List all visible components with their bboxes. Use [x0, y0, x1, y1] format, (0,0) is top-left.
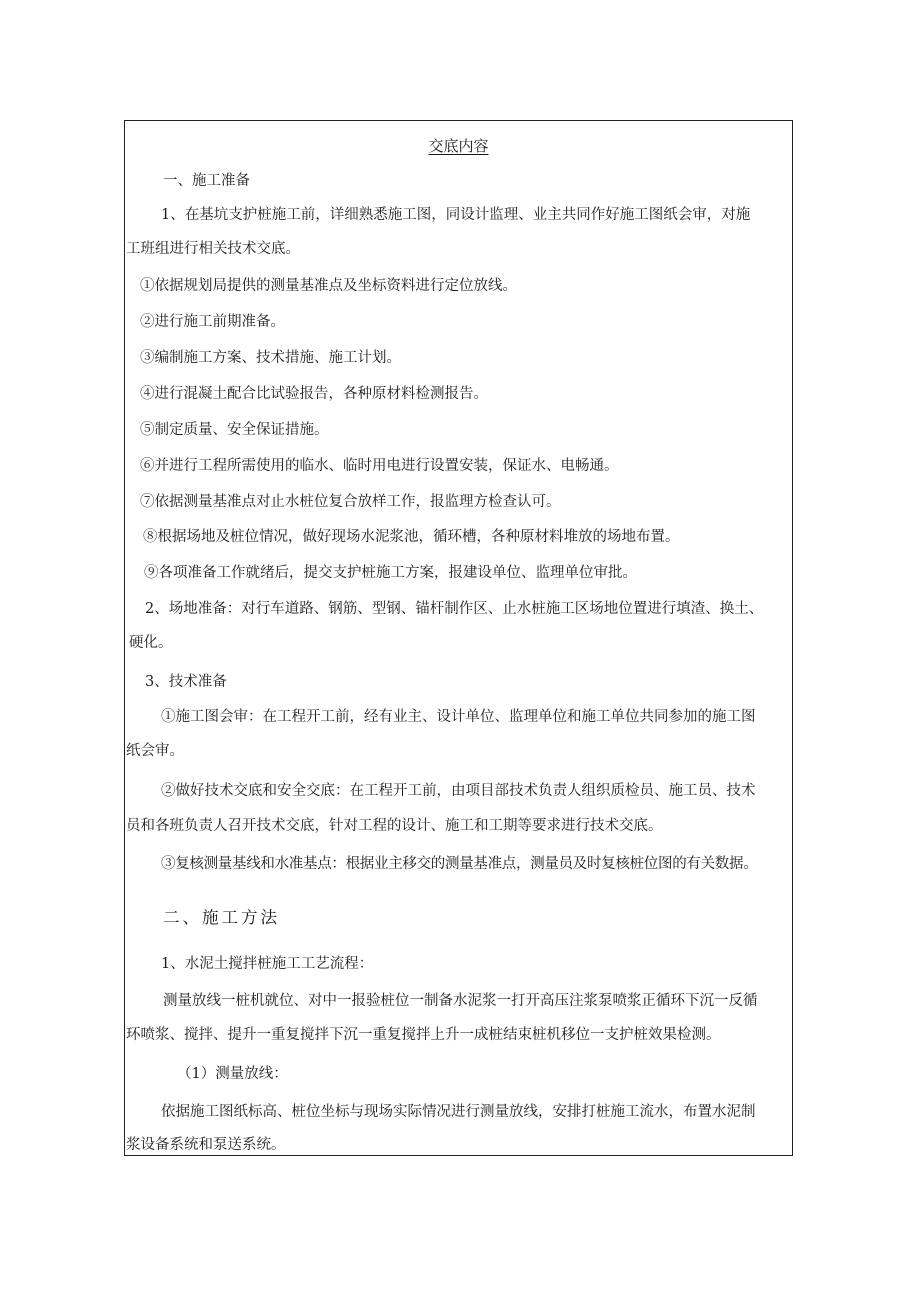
- list-item: ③编制施工方案、技术措施、施工计划。: [140, 350, 401, 366]
- paragraph-line: 依据施工图纸标高、桩位坐标与现场实际情况进行测量放线，安排打桩施工流水，布置水泥制: [161, 1104, 756, 1120]
- paragraph-line: 1、水泥土搅拌桩施工工艺流程：: [161, 956, 374, 972]
- paragraph-line: 员和各班负责人召开技术交底，针对工程的设计、施工和工期等要求进行技术交底。: [126, 818, 663, 834]
- list-item: ⑧根据场地及桩位情况，做好现场水泥浆池，循环槽，各种原材料堆放的场地布置。: [143, 529, 680, 545]
- paragraph-line: 浆设备系统和泵送系统。: [126, 1137, 286, 1153]
- paragraph-line: 测量放线一桩机就位、对中一报验桩位一制备水泥浆一打开高压注浆泵喷浆正循环下沉一反循: [163, 993, 758, 1009]
- paragraph-line: ③复核测量基线和水准基点：根据业主移交的测量基准点，测量员及时复核桩位图的有关数据。: [161, 856, 758, 872]
- list-item: ①依据规划局提供的测量基准点及坐标资料进行定位放线。: [140, 278, 517, 294]
- paragraph-line: 2、场地准备：对行车道路、钢筋、型钢、锚杆制作区、止水桩施工区场地位置进行填渣、换土、: [145, 601, 764, 617]
- paragraph-line: 硬化。: [129, 635, 173, 651]
- list-item: ⑥并进行工程所需使用的临水、临时用电进行设置安装，保证水、电畅通。: [140, 458, 619, 474]
- paragraph-line: 环喷浆、搅拌、提升一重复搅拌下沉一重复搅拌上升一成桩结束桩机移位一支护桩效果检测。: [126, 1027, 721, 1043]
- list-item: ⑦依据测量基准点对止水桩位复合放样工作，报监理方检查认可。: [140, 494, 561, 510]
- section-heading-1: 一、施工准备: [163, 173, 250, 189]
- list-item: ⑨各项准备工作就绪后，提交支护桩施工方案，报建设单位、监理单位审批。: [144, 565, 637, 581]
- content-frame: [124, 120, 793, 1156]
- paragraph-line: 纸会审。: [126, 743, 184, 759]
- paragraph-line: 1、在基坑支护桩施工前，详细熟悉施工图，同设计监理、业主共同作好施工图纸会审，对施: [161, 207, 751, 223]
- paragraph-line: （1）测量放线：: [177, 1066, 288, 1082]
- paragraph-line: ②做好技术交底和安全交底：在工程开工前，由项目部技术负责人组织质检员、施工员、技术: [161, 783, 756, 799]
- subsection-heading: 3、技术准备: [145, 674, 227, 690]
- paragraph-line: ①施工图会审：在工程开工前，经有业主、设计单位、监理单位和施工单位共同参加的施工图: [161, 709, 756, 725]
- list-item: ⑤制定质量、安全保证措施。: [140, 422, 329, 438]
- paragraph-line: 工班组进行相关技术交底。: [126, 241, 300, 257]
- list-item: ②进行施工前期准备。: [140, 314, 285, 330]
- doc-title: 交底内容: [428, 137, 489, 155]
- section-heading-2: 二、施工方法: [163, 908, 280, 927]
- list-item: ④进行混凝土配合比试验报告，各种原材料检测报告。: [140, 386, 488, 402]
